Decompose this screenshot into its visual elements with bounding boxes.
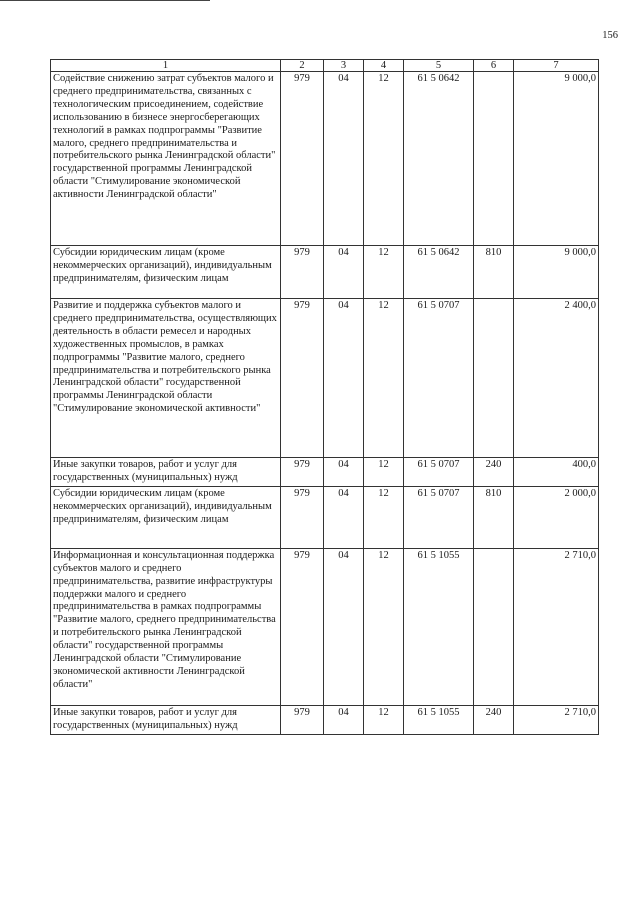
row-col-5: 61 5 1055 xyxy=(404,548,474,705)
page-number: 156 xyxy=(602,30,618,41)
row-col-3: 04 xyxy=(324,458,364,487)
table-row xyxy=(51,458,599,487)
row-description: Развитие и поддержка субъектов малого и среднего предпринимательства, осуществляющих деятельность в области ремесел и народных художественных промыслов, в рамках подпрограммы "Развитие малого, среднего предпринимательства и потребительского рынка Ленинградской области" государственной программы Ленинградской области "Стимулирование экономической активности" xyxy=(51,299,281,458)
row-col-3: 04 xyxy=(324,705,364,734)
row-amount: 2 000,0 xyxy=(514,486,599,548)
row-col-2: 979 xyxy=(281,548,324,705)
row-amount: 9 000,0 xyxy=(514,246,599,299)
row-col-3: 04 xyxy=(324,246,364,299)
column-header-4: 4 xyxy=(364,60,404,72)
row-description: Иные закупки товаров, работ и услуг для государственных (муниципальных) нужд xyxy=(51,705,281,734)
row-col-3: 04 xyxy=(324,486,364,548)
row-col-2: 979 xyxy=(281,486,324,548)
row-col-3: 04 xyxy=(324,72,364,246)
row-col-2: 979 xyxy=(281,299,324,458)
row-col-4: 12 xyxy=(364,72,404,246)
row-col-5: 61 5 0707 xyxy=(404,458,474,487)
header-row xyxy=(51,60,599,72)
column-header-1: 1 xyxy=(51,60,281,72)
column-header-7: 7 xyxy=(514,60,599,72)
table-row xyxy=(51,548,599,705)
row-col-2: 979 xyxy=(281,72,324,246)
row-col-4: 12 xyxy=(364,705,404,734)
row-col-6 xyxy=(474,299,514,458)
row-col-3: 04 xyxy=(324,548,364,705)
budget-table xyxy=(50,59,599,735)
row-amount: 400,0 xyxy=(514,458,599,487)
row-amount: 9 000,0 xyxy=(514,72,599,246)
table-row xyxy=(51,486,599,548)
row-col-5: 61 5 0707 xyxy=(404,299,474,458)
table-row xyxy=(51,246,599,299)
row-col-4: 12 xyxy=(364,246,404,299)
row-col-6: 240 xyxy=(474,458,514,487)
row-description: Содействие снижению затрат субъектов малого и среднего предпринимательства, связанных с технологическим присоединением, содействие использованию в бизнесе энергосберегающих технологий в рамках подпрограммы "Развитие малого, среднего предпринимательства и потребительского рынка Ленинградской области" государственной программы Ленинградской области "Стимулирование экономической активности Ленинградской области" xyxy=(51,72,281,246)
row-col-5: 61 5 0707 xyxy=(404,486,474,548)
column-header-6: 6 xyxy=(474,60,514,72)
row-col-2: 979 xyxy=(281,705,324,734)
row-col-5: 61 5 1055 xyxy=(404,705,474,734)
row-col-2: 979 xyxy=(281,458,324,487)
row-description: Иные закупки товаров, работ и услуг для государственных (муниципальных) нужд xyxy=(51,458,281,487)
row-col-6: 810 xyxy=(474,486,514,548)
column-header-5: 5 xyxy=(404,60,474,72)
row-col-6: 810 xyxy=(474,246,514,299)
table-row xyxy=(51,299,599,458)
row-col-4: 12 xyxy=(364,458,404,487)
top-rule xyxy=(0,0,210,1)
column-header-2: 2 xyxy=(281,60,324,72)
table-row xyxy=(51,72,599,246)
row-col-6 xyxy=(474,548,514,705)
row-description: Субсидии юридическим лицам (кроме некоммерческих организаций), индивидуальным предпринимателям, физическим лицам xyxy=(51,486,281,548)
row-description: Субсидии юридическим лицам (кроме некоммерческих организаций), индивидуальным предпринимателям, физическим лицам xyxy=(51,246,281,299)
row-col-2: 979 xyxy=(281,246,324,299)
row-amount: 2 710,0 xyxy=(514,705,599,734)
row-amount: 2 400,0 xyxy=(514,299,599,458)
row-col-6 xyxy=(474,72,514,246)
row-description: Информационная и консультационная поддержка субъектов малого и среднего предпринимательства, развитие инфраструктуры поддержки малого и среднего предпринимательства в рамках подпрограммы "Развитие малого, среднего предпринимательства и потребительского рынка Ленинградской области" государственной программы Ленинградской области "Стимулирование экономической активности Ленинградской области" xyxy=(51,548,281,705)
table-row xyxy=(51,705,599,734)
row-col-6: 240 xyxy=(474,705,514,734)
row-col-5: 61 5 0642 xyxy=(404,72,474,246)
row-col-4: 12 xyxy=(364,486,404,548)
row-col-4: 12 xyxy=(364,299,404,458)
row-col-5: 61 5 0642 xyxy=(404,246,474,299)
column-header-3: 3 xyxy=(324,60,364,72)
row-col-3: 04 xyxy=(324,299,364,458)
row-amount: 2 710,0 xyxy=(514,548,599,705)
row-col-4: 12 xyxy=(364,548,404,705)
